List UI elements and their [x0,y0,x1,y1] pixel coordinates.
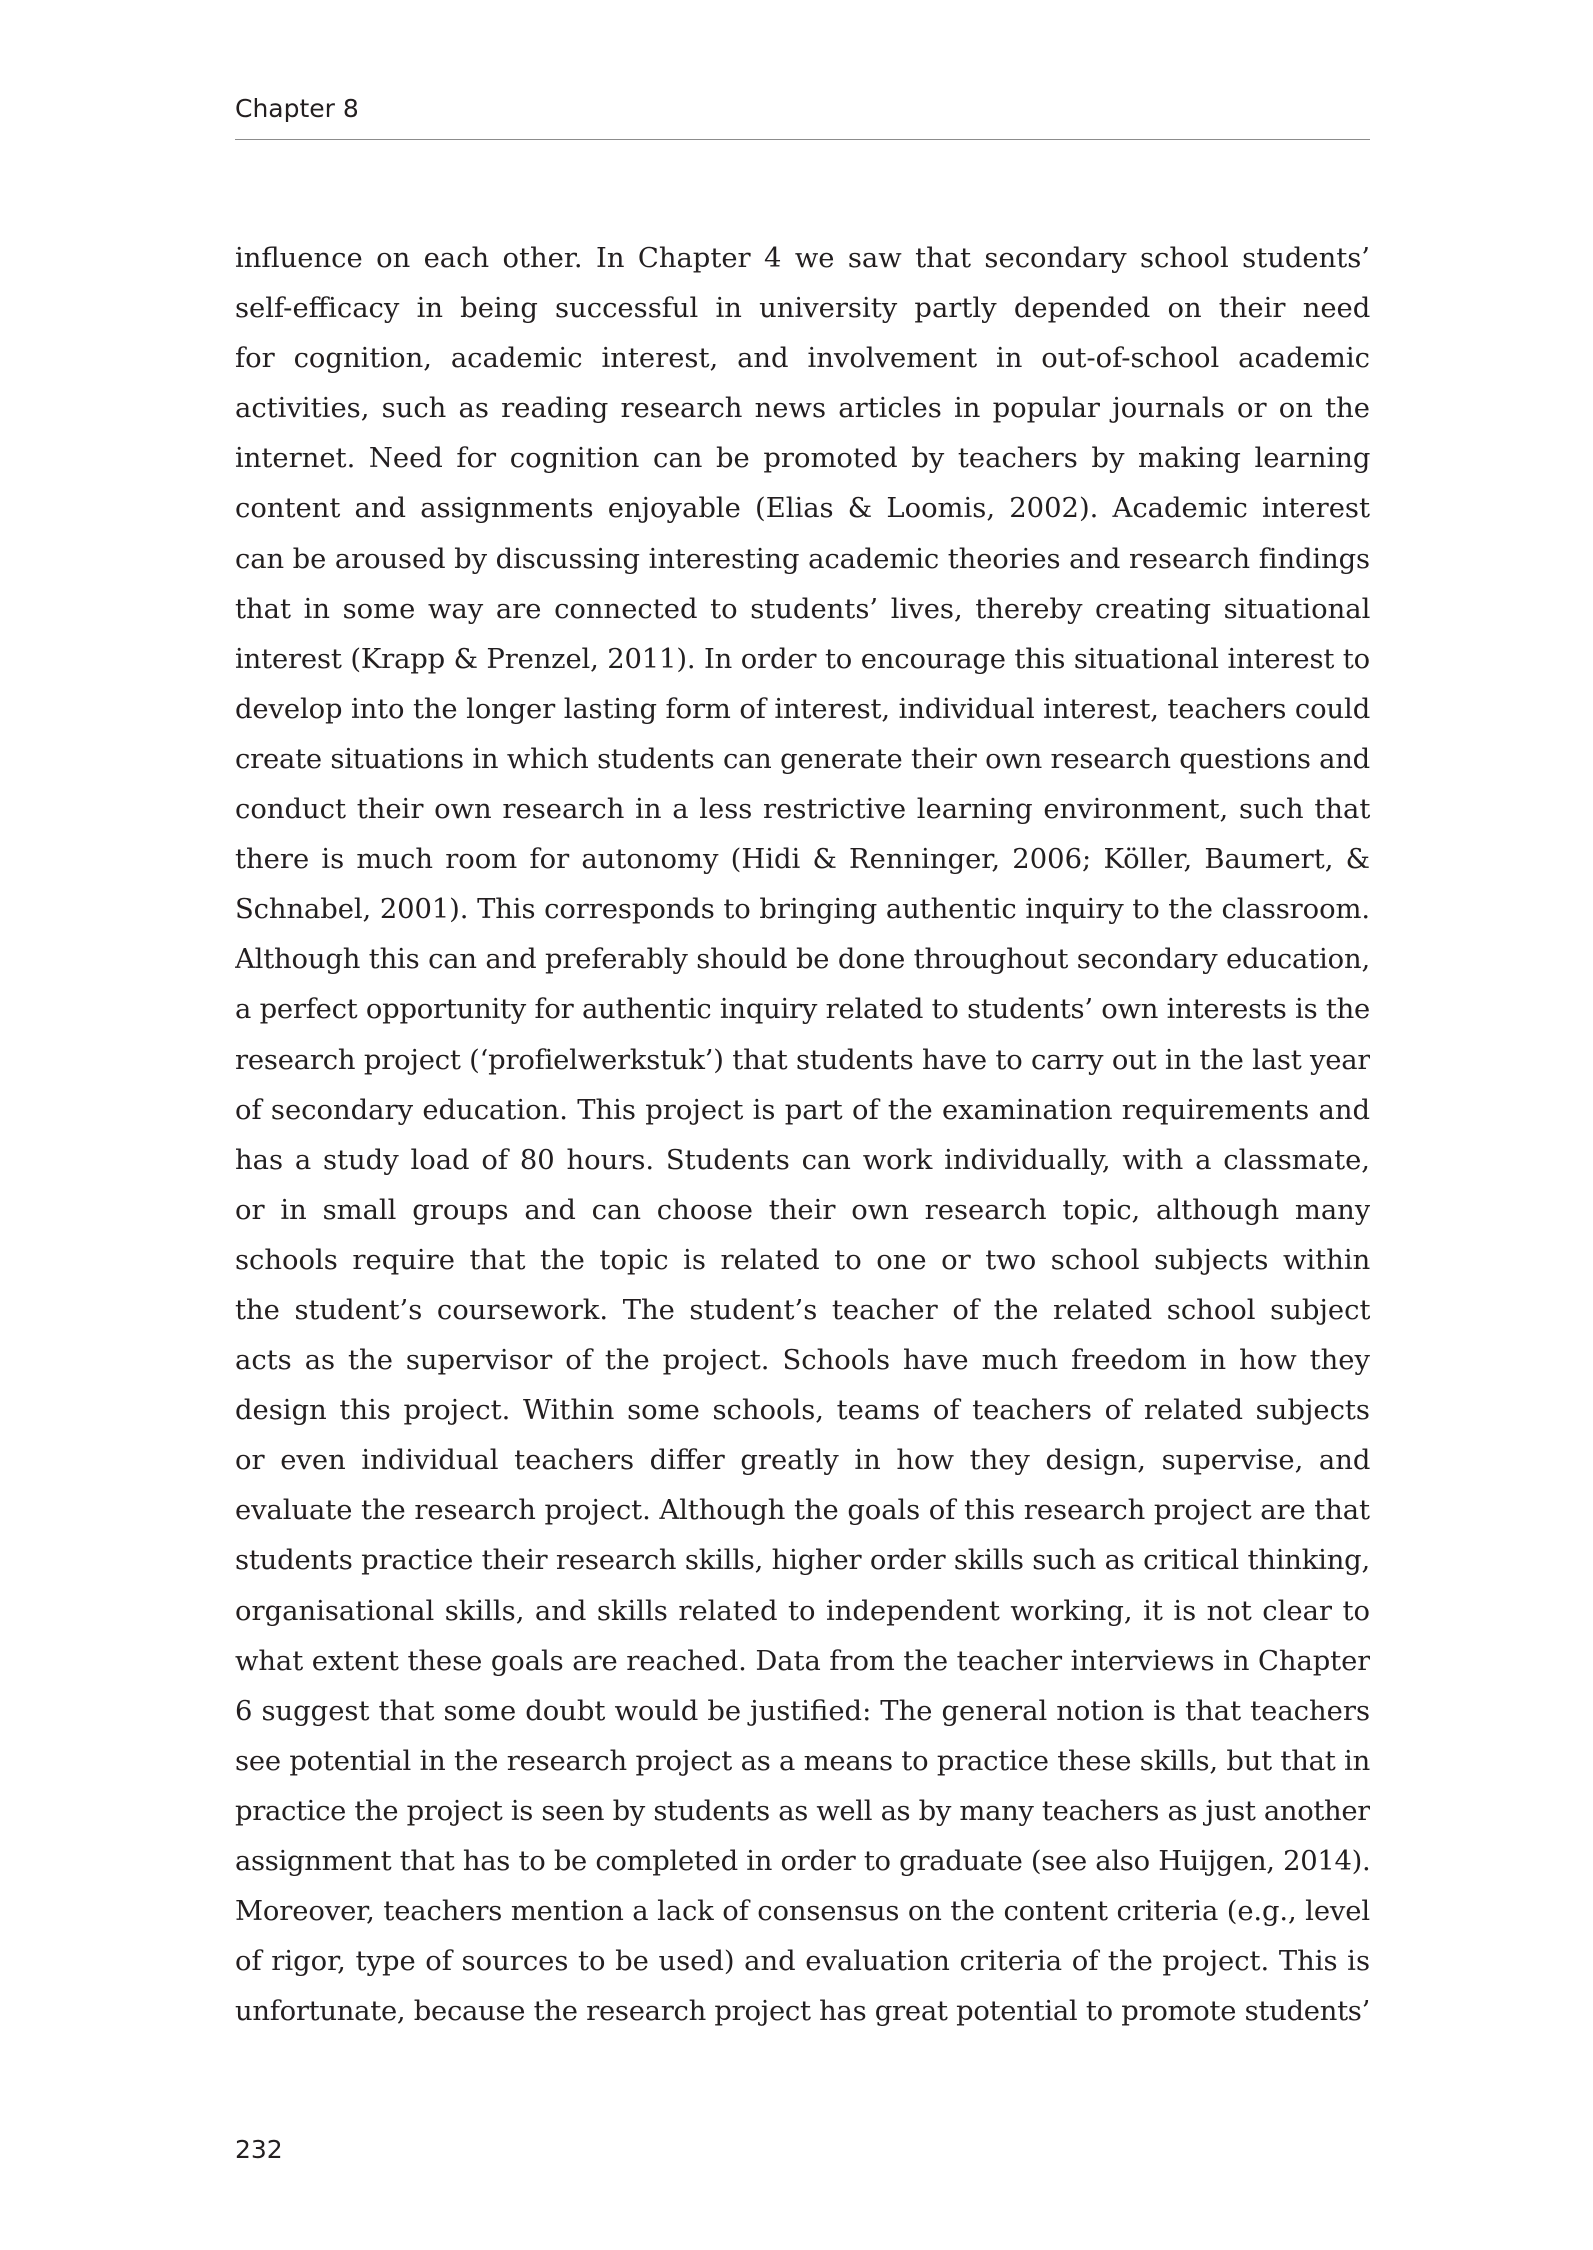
body-paragraph [235,234,1370,2037]
text-line: the student’s coursework. The student’s teacher of the related school subject [235,1294,1370,1326]
text-line: there is much room for autonomy (Hidi & Renninger, 2006; Köller, Baumert, & [235,844,1370,876]
text-line: schools require that the topic is related to one or two school subjects within [235,1244,1370,1276]
text-line: has a study load of 80 hours. Students can work individually, with a classmate, [235,1144,1370,1176]
text-line: practice the project is seen by students as well as by many teachers as just another [235,1795,1370,1827]
chapter-label: Chapter 8 [235,94,359,123]
text-line: see potential in the research project as a means to practice these skills, but that in [235,1745,1370,1777]
text-line: evaluate the research project. Although the goals of this research project are that [235,1495,1370,1527]
text-line: that in some way are connected to students’ lives, thereby creating situational [235,593,1370,625]
text-line: conduct their own research in a less restrictive learning environment, such that [235,794,1370,826]
text-line: or in small groups and can choose their own research topic, although many [235,1194,1370,1226]
text-line: organisational skills, and skills related to independent working, it is not clear to [235,1595,1370,1627]
text-line: of secondary education. This project is part of the examination requirements and [235,1094,1370,1126]
text-line: unfortunate, because the research project has great potential to promote students’ [235,1996,1370,2028]
text-line: what extent these goals are reached. Data from the teacher interviews in Chapter [235,1645,1370,1677]
text-line: create situations in which students can generate their own research questions and [235,743,1370,775]
text-line: influence on each other. In Chapter 4 we saw that secondary school students’ [235,243,1370,274]
text-line: Schnabel, 2001). This corresponds to bringing authentic inquiry to the classroom. [235,894,1370,926]
running-header [235,94,1370,140]
text-line: of rigor, type of sources to be used) and evaluation criteria of the project. This is [235,1946,1370,1978]
text-line: research project (‘profielwerkstuk’) that students have to carry out in the last year [235,1044,1370,1076]
text-line: internet. Need for cognition can be promoted by teachers by making learning [235,443,1370,475]
text-line: develop into the longer lasting form of interest, individual interest, teachers could [235,693,1370,725]
text-line: acts as the supervisor of the project. Schools have much freedom in how they [235,1345,1370,1377]
text-line: activities, such as reading research news articles in popular journals or on the [235,393,1370,425]
page-number: 232 [235,2135,283,2164]
text-line: students practice their research skills, higher order skills such as critical thinking, [235,1545,1370,1577]
text-line: for cognition, academic interest, and involvement in out-of-school academic [235,343,1370,375]
text-line: content and assignments enjoyable (Elias & Loomis, 2002). Academic interest [235,493,1370,525]
text-line: can be aroused by discussing interesting academic theories and research findings [235,543,1370,575]
text-line: or even individual teachers differ greatly in how they design, supervise, and [235,1445,1370,1477]
text-line: interest (Krapp & Prenzel, 2011). In order to encourage this situational interest to [235,643,1370,675]
text-line: self-efficacy in being successful in university partly depended on their need [235,293,1370,325]
text-line: a perfect opportunity for authentic inquiry related to students’ own interests is the [235,994,1370,1026]
text-line: assignment that has to be completed in order to graduate (see also Huijgen, 2014). [235,1846,1370,1877]
text-line: Although this can and preferably should be done throughout secondary education, [235,944,1370,976]
text-line: design this project. Within some schools, teams of teachers of related subjects [235,1395,1370,1427]
text-line: Moreover, teachers mention a lack of consensus on the content criteria (e.g., level [235,1896,1370,1928]
text-line: 6 suggest that some doubt would be justified: The general notion is that teachers [235,1695,1370,1727]
